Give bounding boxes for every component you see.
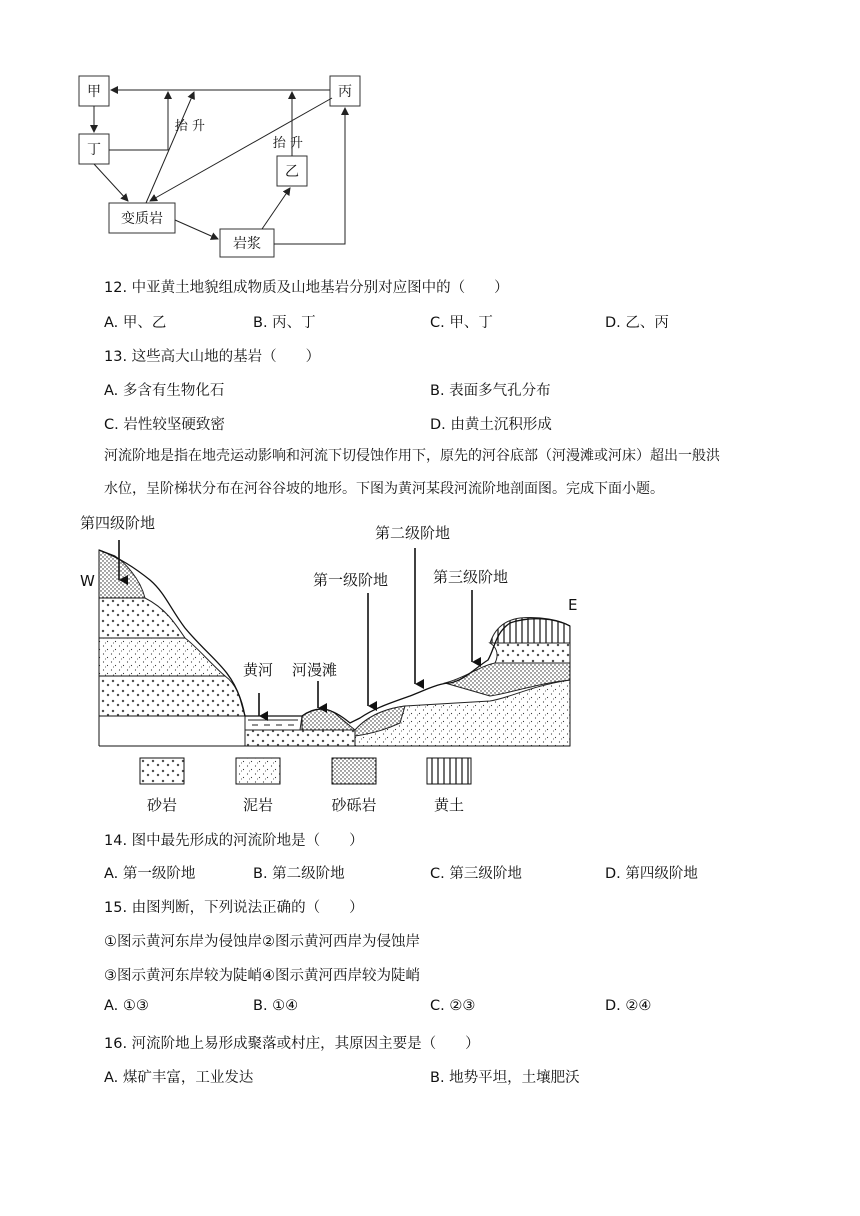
node-metamorphic: 变质岩 [121,211,163,227]
node-magma: 岩浆 [233,236,261,252]
east-sandstone [490,643,570,663]
q12-option-a: A. 甲、乙 [104,315,167,331]
terrace1-label: 第一级阶地 [313,571,389,589]
q13-option-d: D. 由黄土沉积形成 [430,417,552,433]
terrace4-label: 第四级阶地 [80,514,156,532]
legend-conglomerate-swatch [332,758,376,784]
west-top-conglomerate [99,550,145,598]
legend-sandstone-label: 砂岩 [146,796,178,814]
node-jia: 甲 [87,84,101,100]
q12-option-c: C. 甲、丁 [430,315,493,331]
floodplain-body [302,709,355,730]
q13-option-c: C. 岩性较坚硬致密 [104,417,225,433]
node-yi: 乙 [285,164,299,180]
west-bottom-sandstone [99,676,245,716]
q13-option-b: B. 表面多气孔分布 [430,383,551,399]
q15-statement-2: ③图示黄河东岸较为陡峭④图示黄河西岸较为陡峭 [104,968,420,984]
q14-stem: 14. 图中最先形成的河流阶地是（ ） [104,833,364,849]
q16-option-a: A. 煤矿丰富，工业发达 [104,1070,254,1086]
arrow-meta-magma [175,220,218,239]
q14-option-a: A. 第一级阶地 [104,866,196,882]
floodplain-label: 河漫滩 [292,661,338,679]
legend-sandstone-swatch [140,758,184,784]
terrace-cross-section [70,508,590,818]
q13-stem: 13. 这些高大山地的基岩（ ） [104,349,321,365]
q14-option-d: D. 第四级阶地 [605,866,698,882]
river-channel [245,716,302,730]
rock-cycle-diagram [70,68,370,268]
west-label: W [80,572,95,590]
legend-conglomerate-label: 砂砾岩 [331,796,377,814]
q15-option-c: C. ②③ [430,998,476,1014]
passage-line-2: 水位，呈阶梯状分布在河谷谷坡的地形。下图为黄河某段河流阶地剖面图。完成下面小题。 [104,481,664,497]
q14-option-c: C. 第三级阶地 [430,866,522,882]
legend-loess-swatch [427,758,471,784]
q15-option-d: D. ②④ [605,998,652,1014]
q12-stem: 12. 中亚黄土地貌组成物质及山地基岩分别对应图中的（ ） [104,280,509,296]
q15-statement-1: ①图示黄河东岸为侵蚀岸②图示黄河西岸为侵蚀岸 [104,934,420,950]
q12-option-b: B. 丙、丁 [253,315,316,331]
q15-option-a: A. ①③ [104,998,149,1014]
passage-line-1: 河流阶地是指在地壳运动影响和河流下切侵蚀作用下，原先的河谷底部（河漫滩或河床）超出一般洪 [104,448,720,464]
arrow-magma-yi [262,188,290,229]
arrow-ding-meta [94,164,128,201]
node-ding: 丁 [87,142,101,158]
node-bing: 丙 [338,84,352,100]
arrow-meta-up [146,92,194,203]
uplift-label-1: 抬 升 [174,119,206,134]
legend-mudstone-label: 泥岩 [242,796,274,814]
west-sandstone-1 [99,598,185,638]
legend-loess-label: 黄土 [433,796,465,814]
q15-stem: 15. 由图判断，下列说法正确的（ ） [104,900,364,916]
legend-mudstone-swatch [236,758,280,784]
q16-option-b: B. 地势平坦，土壤肥沃 [430,1070,580,1086]
q14-option-b: B. 第二级阶地 [253,866,345,882]
uplift-label-2: 抬 升 [272,136,304,151]
terrace3-label: 第三级阶地 [433,568,509,586]
west-sandstone-mudstone [99,638,225,676]
east-label: E [568,596,578,614]
q13-option-a: A. 多含有生物化石 [104,383,225,399]
arrow-ding-uplift [109,92,168,150]
q15-option-b: B. ①④ [253,998,299,1014]
terrace2-label: 第二级阶地 [375,524,451,542]
q12-option-d: D. 乙、丙 [605,315,669,331]
q16-stem: 16. 河流阶地上易形成聚落或村庄，其原因主要是（ ） [104,1036,480,1052]
river-label: 黄河 [243,661,274,679]
